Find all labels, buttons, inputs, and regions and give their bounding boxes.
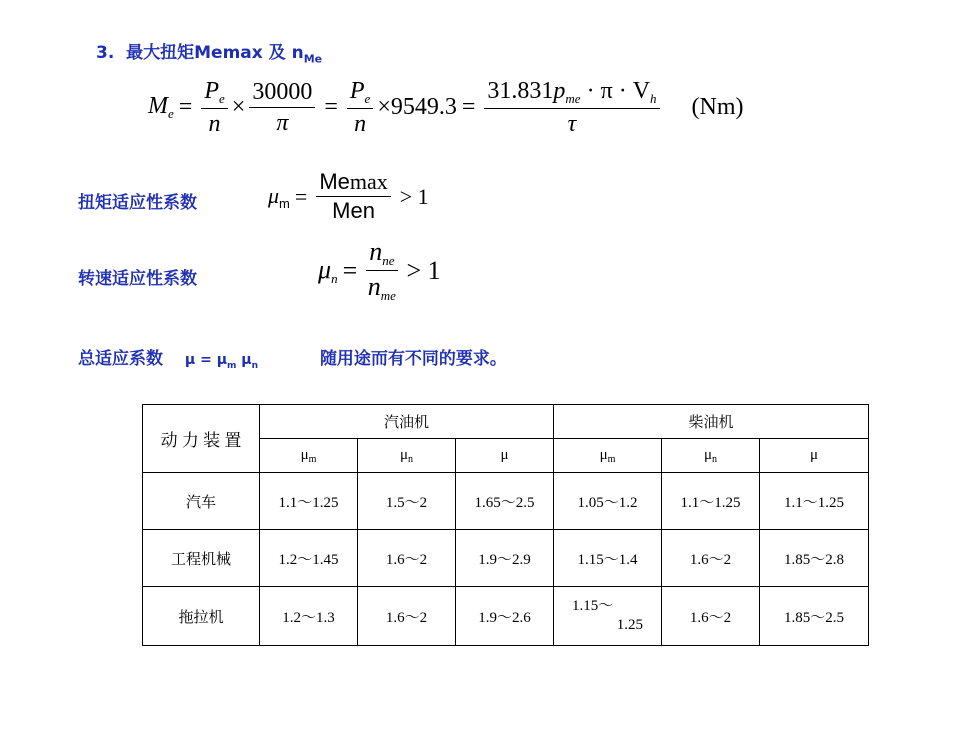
formula1-lhs: $M_e$ [148, 93, 174, 122]
cell-gasoline-mu: 1.9～2.9 [456, 530, 554, 587]
cell-diesel-mu-n: 1.6～2 [662, 587, 760, 646]
formula1-fraction-4: $\frac{31.831p_{me} \cdot \pi \cdot V_h}{\tau}$ [484, 78, 659, 138]
cell-gasoline-mu: 1.65～2.5 [456, 473, 554, 530]
formula1-fraction-2: $\frac{30000}{\pi}$ [249, 79, 315, 137]
cell-gasoline-mu-n: 1.6～2 [358, 587, 456, 646]
gasoline-engine-header: 汽油机 [260, 405, 554, 439]
diesel-engine-header: 柴油机 [554, 405, 869, 439]
speed-fraction: $\frac{n_{ne}}{n_{me}}$ [367, 237, 396, 304]
cell-diesel-mu-m: 1.05～1.2 [554, 473, 662, 530]
formula1-times-1: × [231, 94, 246, 121]
formula1-eq-3: = [461, 94, 476, 121]
cell-gasoline-mu-n: 1.6～2 [358, 530, 456, 587]
formula1-eq-2: = [324, 94, 338, 121]
cell-gasoline-mu: 1.9～2.6 [456, 587, 554, 646]
total-coefficient-label: 总适应系数 [78, 349, 163, 369]
total-coefficient-line [78, 344, 507, 371]
formula1-fraction-3: $\frac{P_e}{n}$ [347, 78, 373, 138]
gasoline-mu-m-header: $\mu_m$ [260, 439, 358, 473]
torque-coefficient-label: 扭矩适应性系数 [78, 193, 197, 213]
speed-coefficient-formula: $\mu_n$ = $\frac{n_{ne}}{n_{me}}$ > 1 [318, 237, 441, 304]
table-row [143, 530, 869, 587]
speed-mu: $\mu_n$ [318, 254, 338, 286]
cell-diesel-mu: 1.1～1.25 [760, 473, 869, 530]
total-coefficient-formula: $\mu = \mu_m$ $\mu_n$ [184, 352, 259, 371]
formula1-fraction-1: $\frac{P_e}{n}$ [201, 78, 227, 138]
section-heading [96, 38, 322, 65]
row-name: 汽车 [143, 473, 260, 530]
heading-subscript: Me [303, 52, 323, 66]
torque-mu: $\mu_m$ [268, 182, 290, 211]
cell-diesel-mu-n: 1.6～2 [662, 530, 760, 587]
table-row [143, 473, 869, 530]
cell-gasoline-mu-n: 1.5～2 [358, 473, 456, 530]
table-row [143, 587, 869, 646]
torque-fraction: $\frac{Memax}{\text{Men}}$ [316, 170, 390, 223]
diesel-mu-n-header: $\mu_n$ [662, 439, 760, 473]
torque-coefficient-formula: $\mu_m$ = $\frac{Memax}{\text{Men}}$ > 1 [268, 169, 429, 224]
torque-inequality: > 1 [399, 183, 429, 209]
diesel-mu-header: μ [760, 439, 869, 473]
gasoline-mu-header: μ [456, 439, 554, 473]
row-name: 拖拉机 [143, 587, 260, 646]
cell-gasoline-mu-m: 1.2～1.45 [260, 530, 358, 587]
cell-diesel-mu-m: 1.15～1.4 [554, 530, 662, 587]
heading-number: 3. [96, 43, 115, 63]
cell-diesel-mu-m: 1.15～ 1.25 [554, 587, 662, 646]
cell-diesel-mu-n: 1.1～1.25 [662, 473, 760, 530]
formula1-eq-1: = [178, 94, 193, 121]
total-coefficient-note: 随用途而有不同的要求。 [319, 349, 507, 369]
cell-gasoline-mu-m: 1.2～1.3 [260, 587, 358, 646]
heading-title: 最大扭矩Memax 及 n [126, 43, 304, 63]
adaptability-table [142, 404, 869, 646]
cell-gasoline-mu-m: 1.1～1.25 [260, 473, 358, 530]
max-torque-formula [148, 78, 744, 138]
table-corner-header: 动 力 装 置 [143, 405, 260, 473]
formula1-unit: (Nm) [691, 94, 744, 121]
cell-diesel-mu: 1.85～2.8 [760, 530, 869, 587]
speed-inequality: > 1 [406, 255, 441, 285]
speed-coefficient-label: 转速适应性系数 [78, 269, 197, 289]
cell-diesel-mu: 1.85～2.5 [760, 587, 869, 646]
formula1-times-2: ×9549.3 [377, 94, 457, 121]
row-name: 工程机械 [143, 530, 260, 587]
diesel-mu-m-header: $\mu_m$ [554, 439, 662, 473]
gasoline-mu-n-header: $\mu_n$ [358, 439, 456, 473]
